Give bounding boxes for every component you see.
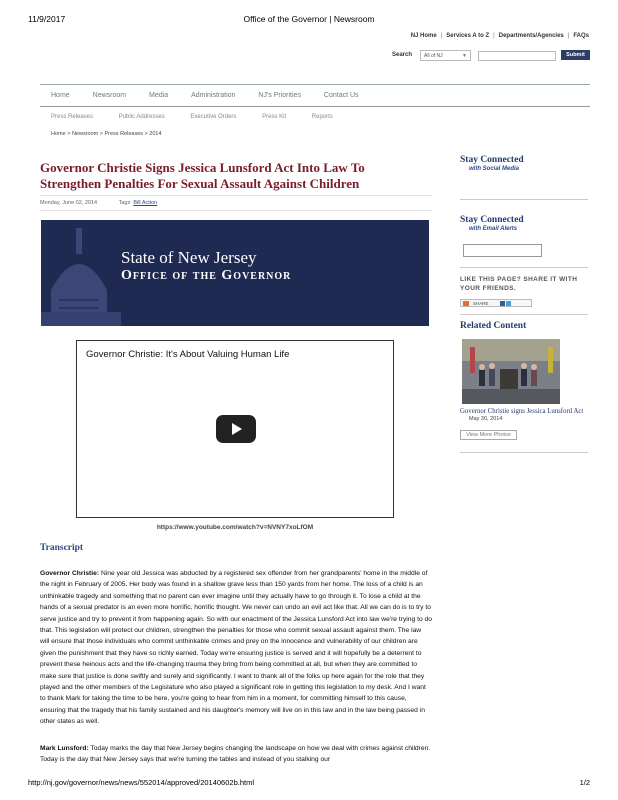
transcript-paragraph xyxy=(40,568,432,728)
share-icon xyxy=(463,301,469,306)
stay-connected-email-heading: Stay Connected xyxy=(460,215,524,225)
article-date: Monday, June 02, 2014 xyxy=(40,200,98,206)
banner-line-2: Office of the Governor xyxy=(121,268,292,283)
utility-link-nj-home[interactable]: NJ Home xyxy=(410,33,437,39)
subnav-item-reports[interactable]: Reports xyxy=(311,114,333,120)
divider xyxy=(40,210,432,211)
speech-text: Today marks the day that New Jersey begins changing the landscape on how we deal with crimes against children. Today is the day that New Jersey says that we're turning the tables and instead of you stalking our xyxy=(40,745,431,764)
banner-line-1: State of New Jersey xyxy=(121,248,257,267)
divider xyxy=(460,199,588,200)
view-more-photos-button[interactable]: View More Photos xyxy=(460,430,517,440)
print-url: http://nj.gov/governor/news/news/552014/approved/20140602b.html xyxy=(28,778,254,787)
utility-nav: NJ Home | Services A to Z | Departments/Agencies | FAQs xyxy=(410,33,589,39)
share-heading: LIKE THIS PAGE? SHARE IT WITH YOUR FRIENDS. xyxy=(460,276,578,292)
print-header xyxy=(28,14,590,26)
transcript-paragraph xyxy=(40,743,432,766)
press-conference-photo-icon xyxy=(462,339,560,404)
divider xyxy=(460,314,588,315)
transcript-heading: Transcript xyxy=(40,543,84,553)
nav-item-priorities[interactable]: NJ's Priorities xyxy=(258,92,301,99)
utility-link-services[interactable]: Services A to Z xyxy=(446,33,490,39)
email-field[interactable] xyxy=(463,244,542,257)
facebook-icon xyxy=(500,301,505,306)
nav-item-contact[interactable]: Contact Us xyxy=(323,92,359,99)
print-title: Office of the Governor | Newsroom xyxy=(243,14,375,24)
twitter-icon xyxy=(506,301,511,306)
related-content-heading: Related Content xyxy=(460,321,527,331)
article-meta xyxy=(40,200,157,206)
divider xyxy=(460,452,588,453)
search-scope-select[interactable] xyxy=(420,50,471,61)
speaker-name: Governor Christie: xyxy=(40,570,100,577)
search-bar xyxy=(392,50,590,62)
utility-link-departments[interactable]: Departments/Agencies xyxy=(498,33,564,39)
print-footer xyxy=(28,778,590,790)
divider xyxy=(40,195,432,196)
nav-divider xyxy=(40,84,590,85)
divider xyxy=(460,267,588,268)
nav-divider xyxy=(40,106,590,107)
page-number: 1/2 xyxy=(579,778,590,787)
related-photo[interactable] xyxy=(462,339,560,404)
nav-item-home[interactable]: Home xyxy=(51,92,70,99)
subnav-item-public-addresses[interactable]: Public Addresses xyxy=(118,114,165,120)
email-alerts-link[interactable]: with Email Alerts xyxy=(469,226,518,232)
speaker-name: Mark Lunsford: xyxy=(40,745,89,752)
search-label: Search xyxy=(392,52,413,58)
related-title-link[interactable]: Governor Christie signs Jessica Lunsford Act xyxy=(460,408,584,415)
subnav-item-executive-orders[interactable]: Executive Orders xyxy=(190,114,237,120)
utility-link-faqs[interactable]: FAQs xyxy=(573,33,589,39)
share-button[interactable] xyxy=(460,299,532,307)
tags-label: Tags: xyxy=(118,200,132,206)
main-nav xyxy=(51,92,380,99)
nav-item-administration[interactable]: Administration xyxy=(191,92,236,99)
page-title: Governor Christie Signs Jessica Lunsford Act Into Law To Strengthen Penalties For Sexual Assault Against Children xyxy=(40,160,365,191)
chevron-down-icon: ▼ xyxy=(462,53,467,59)
print-date: 11/9/2017 xyxy=(28,14,66,24)
speech-text: Nine year old Jessica was abducted by a registered sex offender from her grandparents' home in the middle of the night in February of 2005. Her body was found in a shallow grave less than 150 yards from her home. The loss of a child is an unthinkable tragedy and something that no parent can ever imagine until they actually have to go through it. To lose a child at the hands of a sexual predator is an even more horrific, horrific thought. We never can undo an evil act like that. All we can do is to try to serve justice and try to prevent it from happening again. So with our enactment of the Jessica Lunsford Act into law we're trying to do that. This legislation will protect our children, strengthen the penalties for those who commit sexual assault against them. The law will ensure that those individuals who commit unthinkable crimes and prey on the innocence and vulnerability of our children are given the punishment that they have so richly earned. Today we're ensuring justice is served and it will hopefully be a deterrent to prevent these heinous acts and the life-changing trauma they bring from being committed at all, but when they are committed to make sure that justice is done swiftly and surely and significantly. I want to thank all of the folks up here again for the role that they played and the other members of the Legislature who also played a significant role in getting this legislation to my desk. And I want to thank Mark for taking the time to be here, you're going to hear from him in a moment, for committing himself to this cause, ensuring that the tragedy that his family sustained and his daughter's memory will live on in this law and in the law being passed in other states as well. xyxy=(40,570,432,726)
tag-link-bill-action[interactable]: Bill Action xyxy=(133,200,158,206)
video-title: Governor Christie: It's About Valuing Human Life xyxy=(86,349,290,360)
search-submit-button[interactable]: Submit xyxy=(561,50,590,60)
nav-item-newsroom[interactable]: Newsroom xyxy=(92,92,127,99)
related-date: May 30, 2014 xyxy=(469,416,503,422)
play-button-icon[interactable] xyxy=(216,415,256,443)
social-media-link[interactable]: with Social Media xyxy=(469,166,520,172)
nav-item-media[interactable]: Media xyxy=(149,92,169,99)
search-input[interactable] xyxy=(478,51,556,61)
search-scope-value: All of NJ xyxy=(424,53,443,59)
breadcrumb[interactable]: Home > Newsroom > Press Releases > 2014 xyxy=(51,131,162,137)
video-player[interactable] xyxy=(76,340,394,518)
share-label: SHARE xyxy=(473,301,489,306)
office-banner xyxy=(41,220,429,326)
subnav-item-press-kit[interactable]: Press Kit xyxy=(262,114,287,120)
video-url[interactable]: https://www.youtube.com/watch?v=NVNY7xoLfOM xyxy=(156,524,314,531)
subnav-item-press-releases[interactable]: Press Releases xyxy=(51,114,94,120)
stay-connected-social-heading: Stay Connected xyxy=(460,155,524,165)
sub-nav xyxy=(51,114,357,120)
